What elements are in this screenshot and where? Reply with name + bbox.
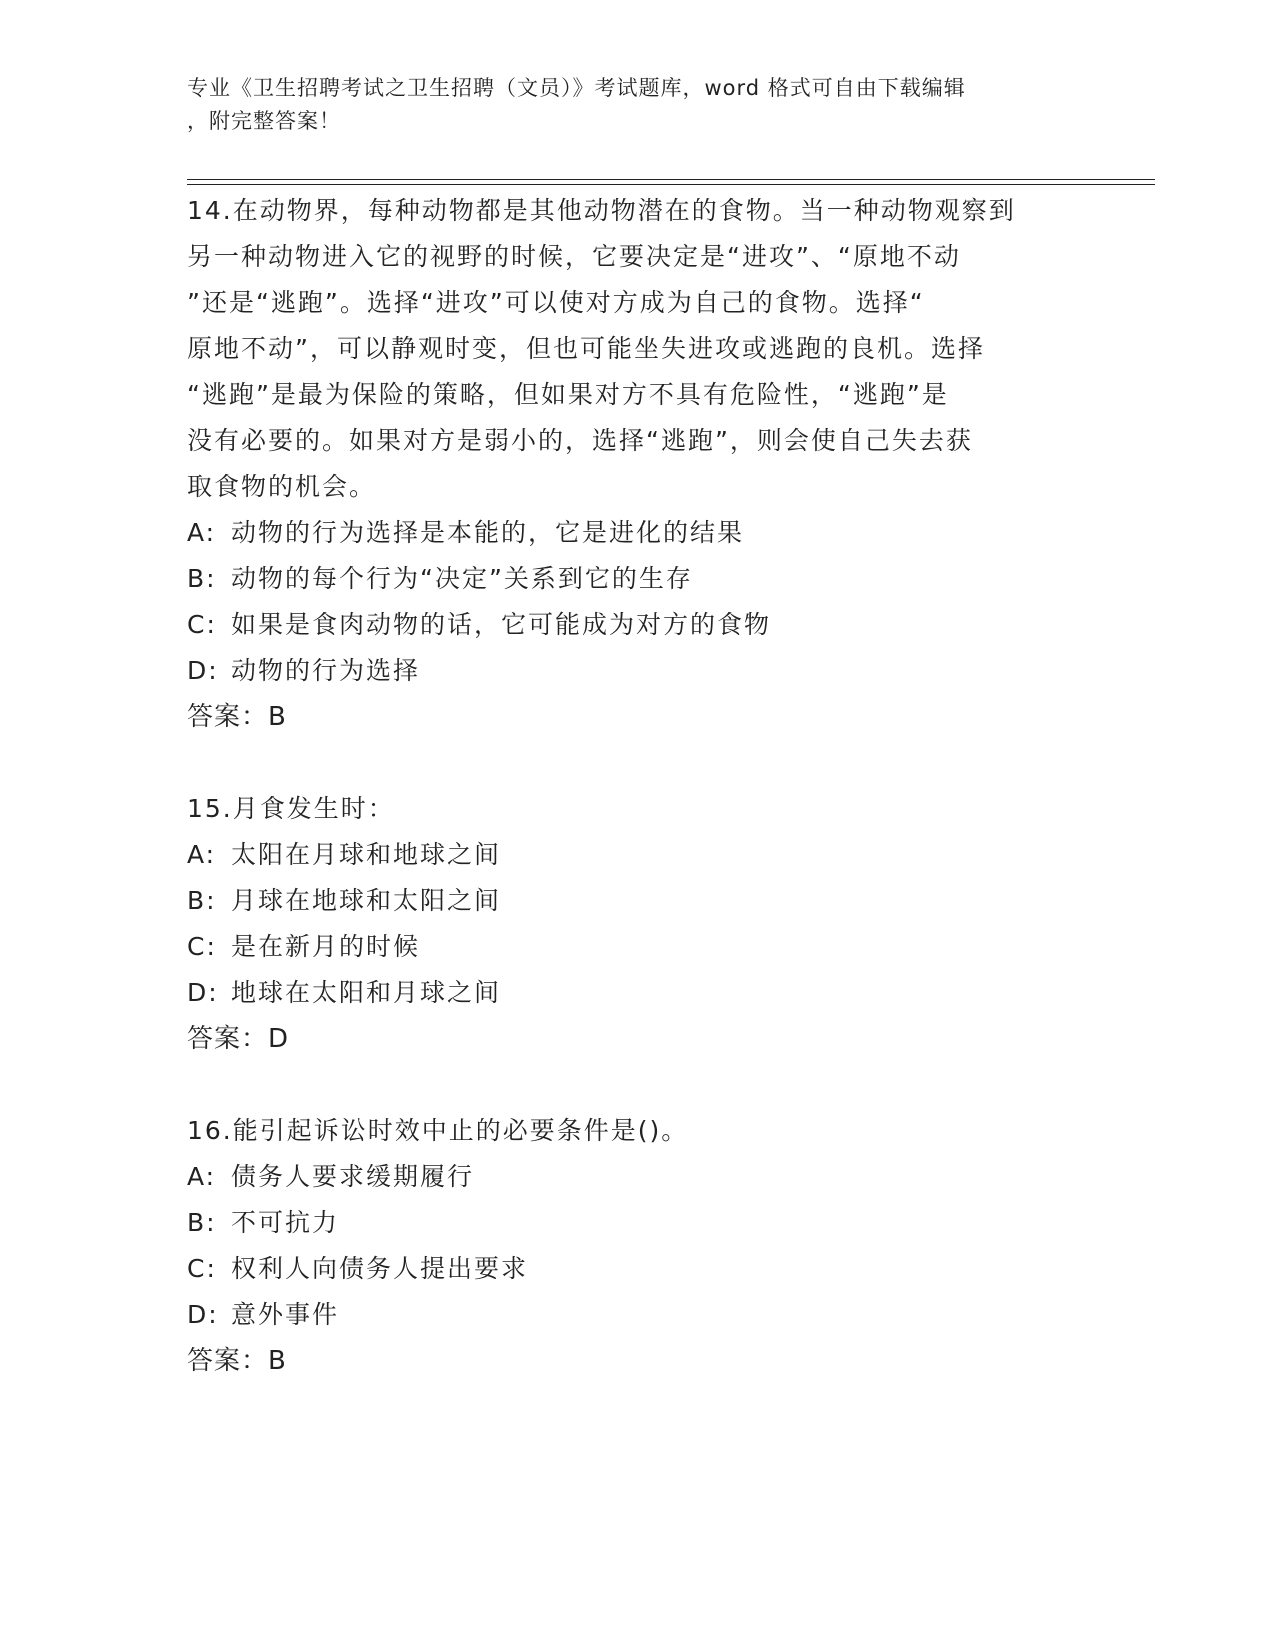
option-b <box>187 556 1087 602</box>
option-text: 是在新月的时候 <box>231 932 421 961</box>
option-key: D: <box>187 978 219 1007</box>
option-key: A: <box>187 1162 217 1191</box>
option-d <box>187 648 1087 694</box>
stem-line: 16.能引起诉讼时效中止的必要条件是()。 <box>187 1116 689 1145</box>
option-key: B: <box>187 886 217 915</box>
header-line-2: ，附完整答案！ <box>187 109 341 133</box>
option-key: B: <box>187 1208 217 1237</box>
option-text: 意外事件 <box>231 1300 340 1329</box>
answer-label: 答案：B <box>187 1346 287 1376</box>
option-a <box>187 832 1087 878</box>
option-text: 动物的行为选择是本能的，它是进化的结果 <box>231 518 745 547</box>
option-c <box>187 602 1087 648</box>
option-key: D: <box>187 1300 219 1329</box>
question-spacer <box>187 1062 1087 1108</box>
option-text: 不可抗力 <box>231 1208 340 1237</box>
question-stem <box>187 1108 1087 1154</box>
option-text: 月球在地球和太阳之间 <box>231 886 502 915</box>
stem-line: 原地不动”，可以静观时变，但也可能坐失进攻或逃跑的良机。选择 <box>187 334 985 363</box>
option-text: 权利人向债务人提出要求 <box>231 1254 529 1283</box>
option-c <box>187 1246 1087 1292</box>
option-d <box>187 1292 1087 1338</box>
option-key: B: <box>187 564 217 593</box>
option-key: C: <box>187 932 217 961</box>
stem-line: 取食物的机会。 <box>187 472 377 501</box>
question-stem <box>187 786 1087 832</box>
stem-line: 没有必要的。如果对方是弱小的，选择“逃跑”，则会使自己失去获 <box>187 426 973 455</box>
question-stem <box>187 188 1087 510</box>
question-spacer <box>187 740 1087 786</box>
option-key: A: <box>187 518 217 547</box>
header-line-1: 专业《卫生招聘考试之卫生招聘（文员）》考试题库，word 格式可自由下载编辑 <box>187 76 966 100</box>
option-a <box>187 1154 1087 1200</box>
stem-line: 14.在动物界，每种动物都是其他动物潜在的食物。当一种动物观察到 <box>187 196 1016 225</box>
header-divider-bottom <box>187 184 1155 185</box>
option-b <box>187 1200 1087 1246</box>
option-key: C: <box>187 610 217 639</box>
stem-line: ”还是“逃跑”。选择“进攻”可以使对方成为自己的食物。选择“ <box>187 288 925 317</box>
question-list <box>187 188 1087 1384</box>
option-text: 债务人要求缓期履行 <box>231 1162 475 1191</box>
option-text: 太阳在月球和地球之间 <box>231 840 502 869</box>
option-text: 地球在太阳和月球之间 <box>231 978 502 1007</box>
answer-label: 答案：B <box>187 702 287 732</box>
option-key: A: <box>187 840 217 869</box>
option-text: 动物的行为选择 <box>231 656 421 685</box>
option-b <box>187 878 1087 924</box>
stem-line: 15.月食发生时： <box>187 794 395 823</box>
stem-line: 另一种动物进入它的视野的时候，它要决定是“进攻”、“原地不动 <box>187 242 961 271</box>
question-14 <box>187 188 1087 740</box>
header-divider-top <box>187 179 1155 180</box>
option-text: 动物的每个行为“决定”关系到它的生存 <box>231 564 693 593</box>
answer-label: 答案：D <box>187 1024 290 1054</box>
question-15 <box>187 786 1087 1062</box>
stem-line: “逃跑”是最为保险的策略，但如果对方不具有危险性，“逃跑”是 <box>187 380 949 409</box>
option-key: C: <box>187 1254 217 1283</box>
option-c <box>187 924 1087 970</box>
option-text: 如果是食肉动物的话，它可能成为对方的食物 <box>231 610 772 639</box>
option-a <box>187 510 1087 556</box>
question-16 <box>187 1108 1087 1384</box>
option-d <box>187 970 1087 1016</box>
option-key: D: <box>187 656 219 685</box>
document-header <box>187 72 1087 138</box>
